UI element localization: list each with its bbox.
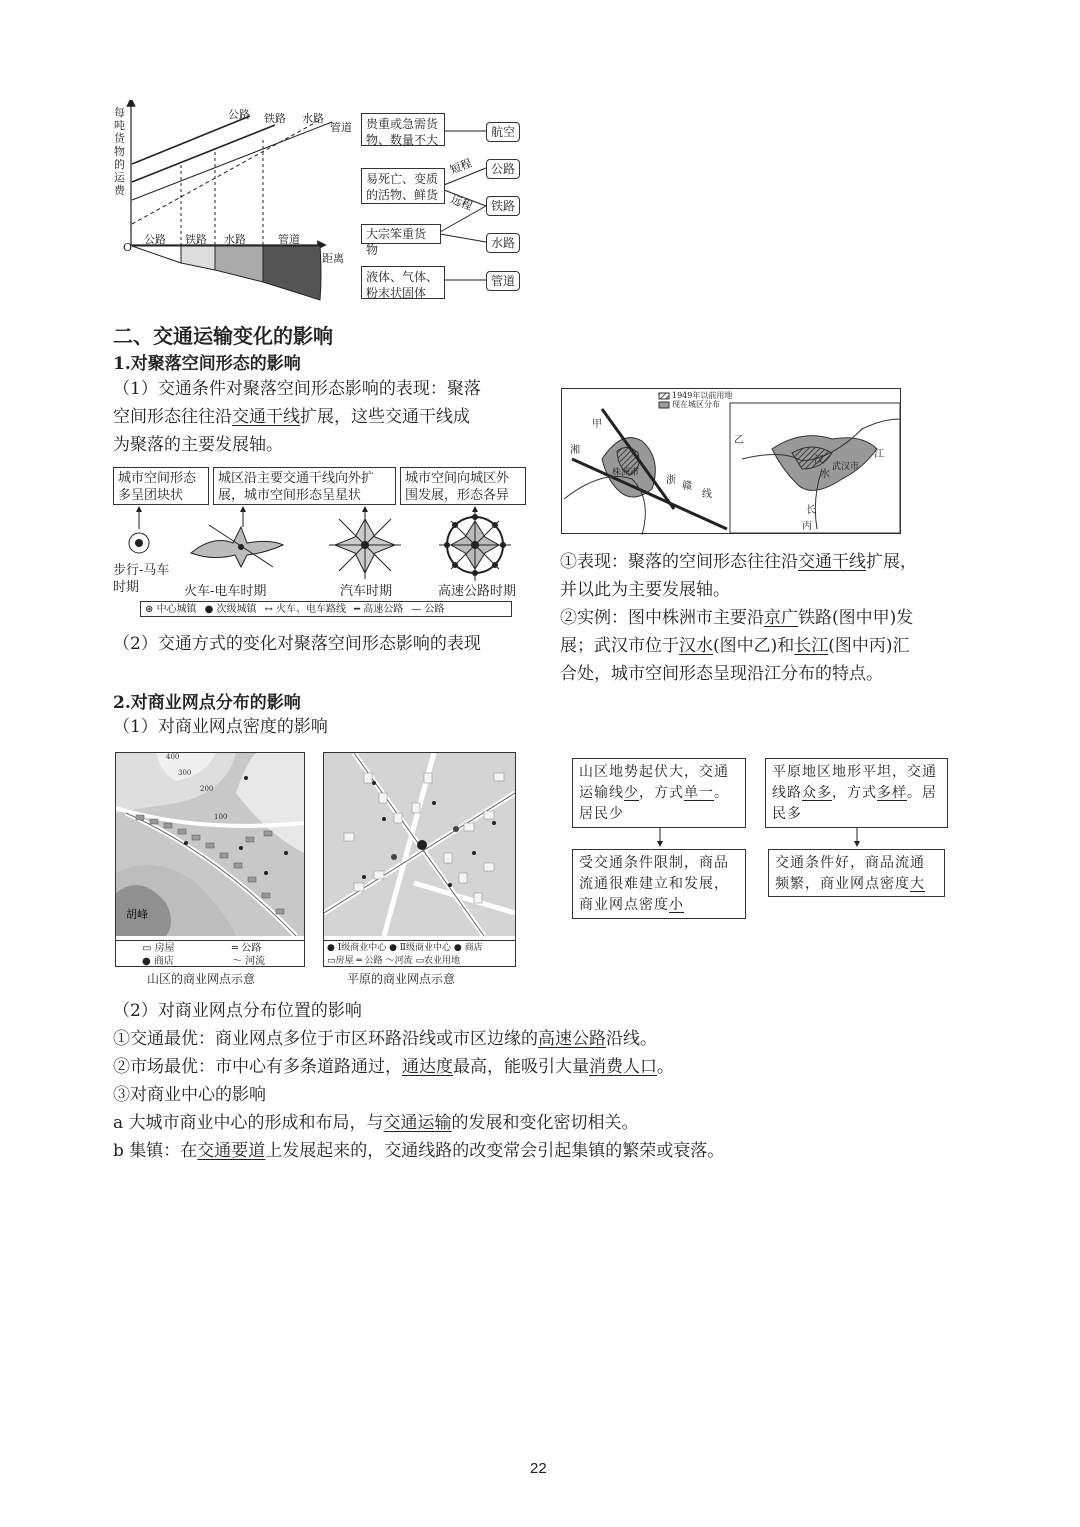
map-label-zhe: 浙 — [666, 475, 676, 486]
settlement-legend: ⊛ 中心城镇 ● 次级城镇 ↔ 火车、电车路线 ━ 高速公路 — 公路 — [140, 601, 512, 617]
svg-text:100: 100 — [214, 813, 228, 821]
map-label-jia: 甲 — [592, 419, 602, 430]
para-3: （1）对商业网点密度的影响 — [113, 717, 328, 737]
flow-mountain-cause: 山区地势起伏大，交通运输线少，方式单一。居民少 — [572, 758, 746, 828]
map-label-gan: 赣 — [682, 481, 692, 492]
svg-text:200: 200 — [200, 785, 214, 793]
map-explanation: ①表现：聚落的空间形态往往沿交通干线扩展， 并以此为主要发展轴。 ②实例：图中株洲市主要沿京广铁路(图中甲)发 展；武汉市位于汉水(图中乙)和长江(图中丙)汇 合处，城市空间形态呈现沿江分布的特点。 — [560, 552, 917, 684]
map-label-han: 汉 — [814, 455, 824, 466]
plain-map-caption: 平原的商业网点示意 — [347, 972, 456, 986]
page-number: 22 — [530, 1460, 547, 1477]
flow-plain-cause: 平原地区地形平坦，交通线路众多，方式多样。居民多 — [765, 758, 948, 828]
flow-arrows — [572, 828, 952, 850]
flow-box-2: 城市空间向城区外围发展，形态各异 — [400, 467, 526, 505]
goods-3: 液体、气体、粉末状固体 — [361, 266, 445, 299]
mountain-map-legend: ▭ 房屋 ═ 公路 ● 商店 ～ 河流 — [116, 940, 304, 968]
goods-0: 贵重或急需货物、数量不大 — [361, 113, 445, 146]
flow-plain-result: 交通条件好，商品流通频繁，商业网点密度大 — [768, 849, 945, 897]
flow-box-0: 城市空间形态多呈团块状 — [113, 467, 209, 505]
stage-3-label: 汽车时期 — [340, 584, 393, 599]
map-label-zhuzhou: 株洲市 — [612, 468, 640, 478]
map-label-xian: 线 — [702, 489, 712, 500]
flow-box-1: 城区沿主要交通干线向外扩展，城市空间形态呈星状 — [213, 467, 396, 505]
cost-chart-labels — [123, 108, 352, 265]
svg-text:400: 400 — [166, 753, 180, 761]
stage-2-label: 火车-电车时期 — [184, 584, 267, 599]
line-label-3: 管道 — [330, 121, 352, 134]
long-label: 远程 — [448, 192, 475, 214]
map-label-bing: 丙 — [802, 521, 812, 532]
map-label-shui: 水 — [820, 469, 830, 480]
plain-commerce-map — [323, 752, 516, 967]
map-legend: 1949年以前用地 现在城区分布 — [672, 391, 733, 409]
goods-2: 大宗笨重货物 — [361, 224, 441, 244]
map-label-wuhan: 武汉市 — [832, 462, 860, 472]
goods-1: 易死亡、变质的活物、鲜货 — [361, 168, 445, 204]
plain-map-legend: ● Ⅰ级商业中心 ● Ⅱ级商业中心 ● 商店 ▭房屋 ═ 公路 ～河流 ▭农业用地 — [324, 940, 515, 968]
mode-4: 管道 — [486, 271, 520, 291]
segment-3: 管道 — [278, 233, 300, 246]
para-2: （2）交通方式的变化对聚落空间形态影响的表现 — [113, 634, 481, 654]
mode-0: 航空 — [486, 122, 520, 142]
transport-cost-chart — [110, 100, 370, 305]
segment-0: 公路 — [144, 233, 166, 246]
segment-2: 水路 — [224, 233, 246, 246]
map-label-xiang: 湘 — [570, 445, 580, 456]
mountain-commerce-map — [115, 752, 305, 967]
mode-1: 公路 — [486, 159, 520, 179]
line-label-2: 水路 — [302, 112, 324, 125]
mode-2: 铁路 — [486, 196, 520, 216]
section-title: 二、交通运输变化的影响 — [113, 324, 333, 348]
line-label-0: 公路 — [228, 108, 250, 121]
xaxis-label: 距离 — [322, 252, 344, 265]
peak-label: 胡峰 — [126, 908, 148, 921]
stage-4-label: 高速公路时期 — [438, 584, 517, 599]
para-1: （1）交通条件对聚落空间形态影响的表现：聚落 空间形态往往沿交通干线扩展，这些交通干线成 为聚落的主要发展轴。 — [113, 379, 481, 455]
stage-1-label: 步行-马车时期 — [113, 563, 170, 595]
short-label: 短程 — [448, 156, 474, 177]
subsection-1-title: 1.对聚落空间形态的影响 — [113, 354, 301, 374]
map-label-chang: 长 — [806, 505, 816, 516]
mode-3: 水路 — [486, 233, 520, 253]
subsection-2-title: 2.对商业网点分布的影响 — [113, 693, 301, 713]
line-label-1: 铁路 — [264, 112, 286, 125]
location-influence-text: （2）对商业网点分布位置的影响 ①交通最优：商业网点多位于市区环路沿线或市区边缘的高速公路沿线。 ②市场最优：市中心有多条道路通过，通达度最高，能吸引大量消费人口。 ③对商业中心的影响 a 大城市商业中心的形成和布局，与交通运输的发展和变化密切相关。 b 集镇：在交通要道上发展起来的，交通线路的改变常会引起集镇的繁荣或衰落。 — [113, 1001, 725, 1161]
yaxis-label: 每吨货物的运费 — [114, 106, 125, 197]
flow-mountain-result: 受交通条件限制，商品流通很难建立和发展，商业网点密度小 — [572, 849, 746, 919]
map-label-jiang: 江 — [874, 449, 884, 460]
city-maps-figure — [561, 388, 901, 534]
origin-label: O — [123, 241, 133, 254]
svg-text:300: 300 — [178, 769, 192, 777]
map-label-yi: 乙 — [734, 435, 744, 446]
segment-1: 铁路 — [185, 233, 207, 246]
mountain-map-caption: 山区的商业网点示意 — [147, 972, 256, 986]
